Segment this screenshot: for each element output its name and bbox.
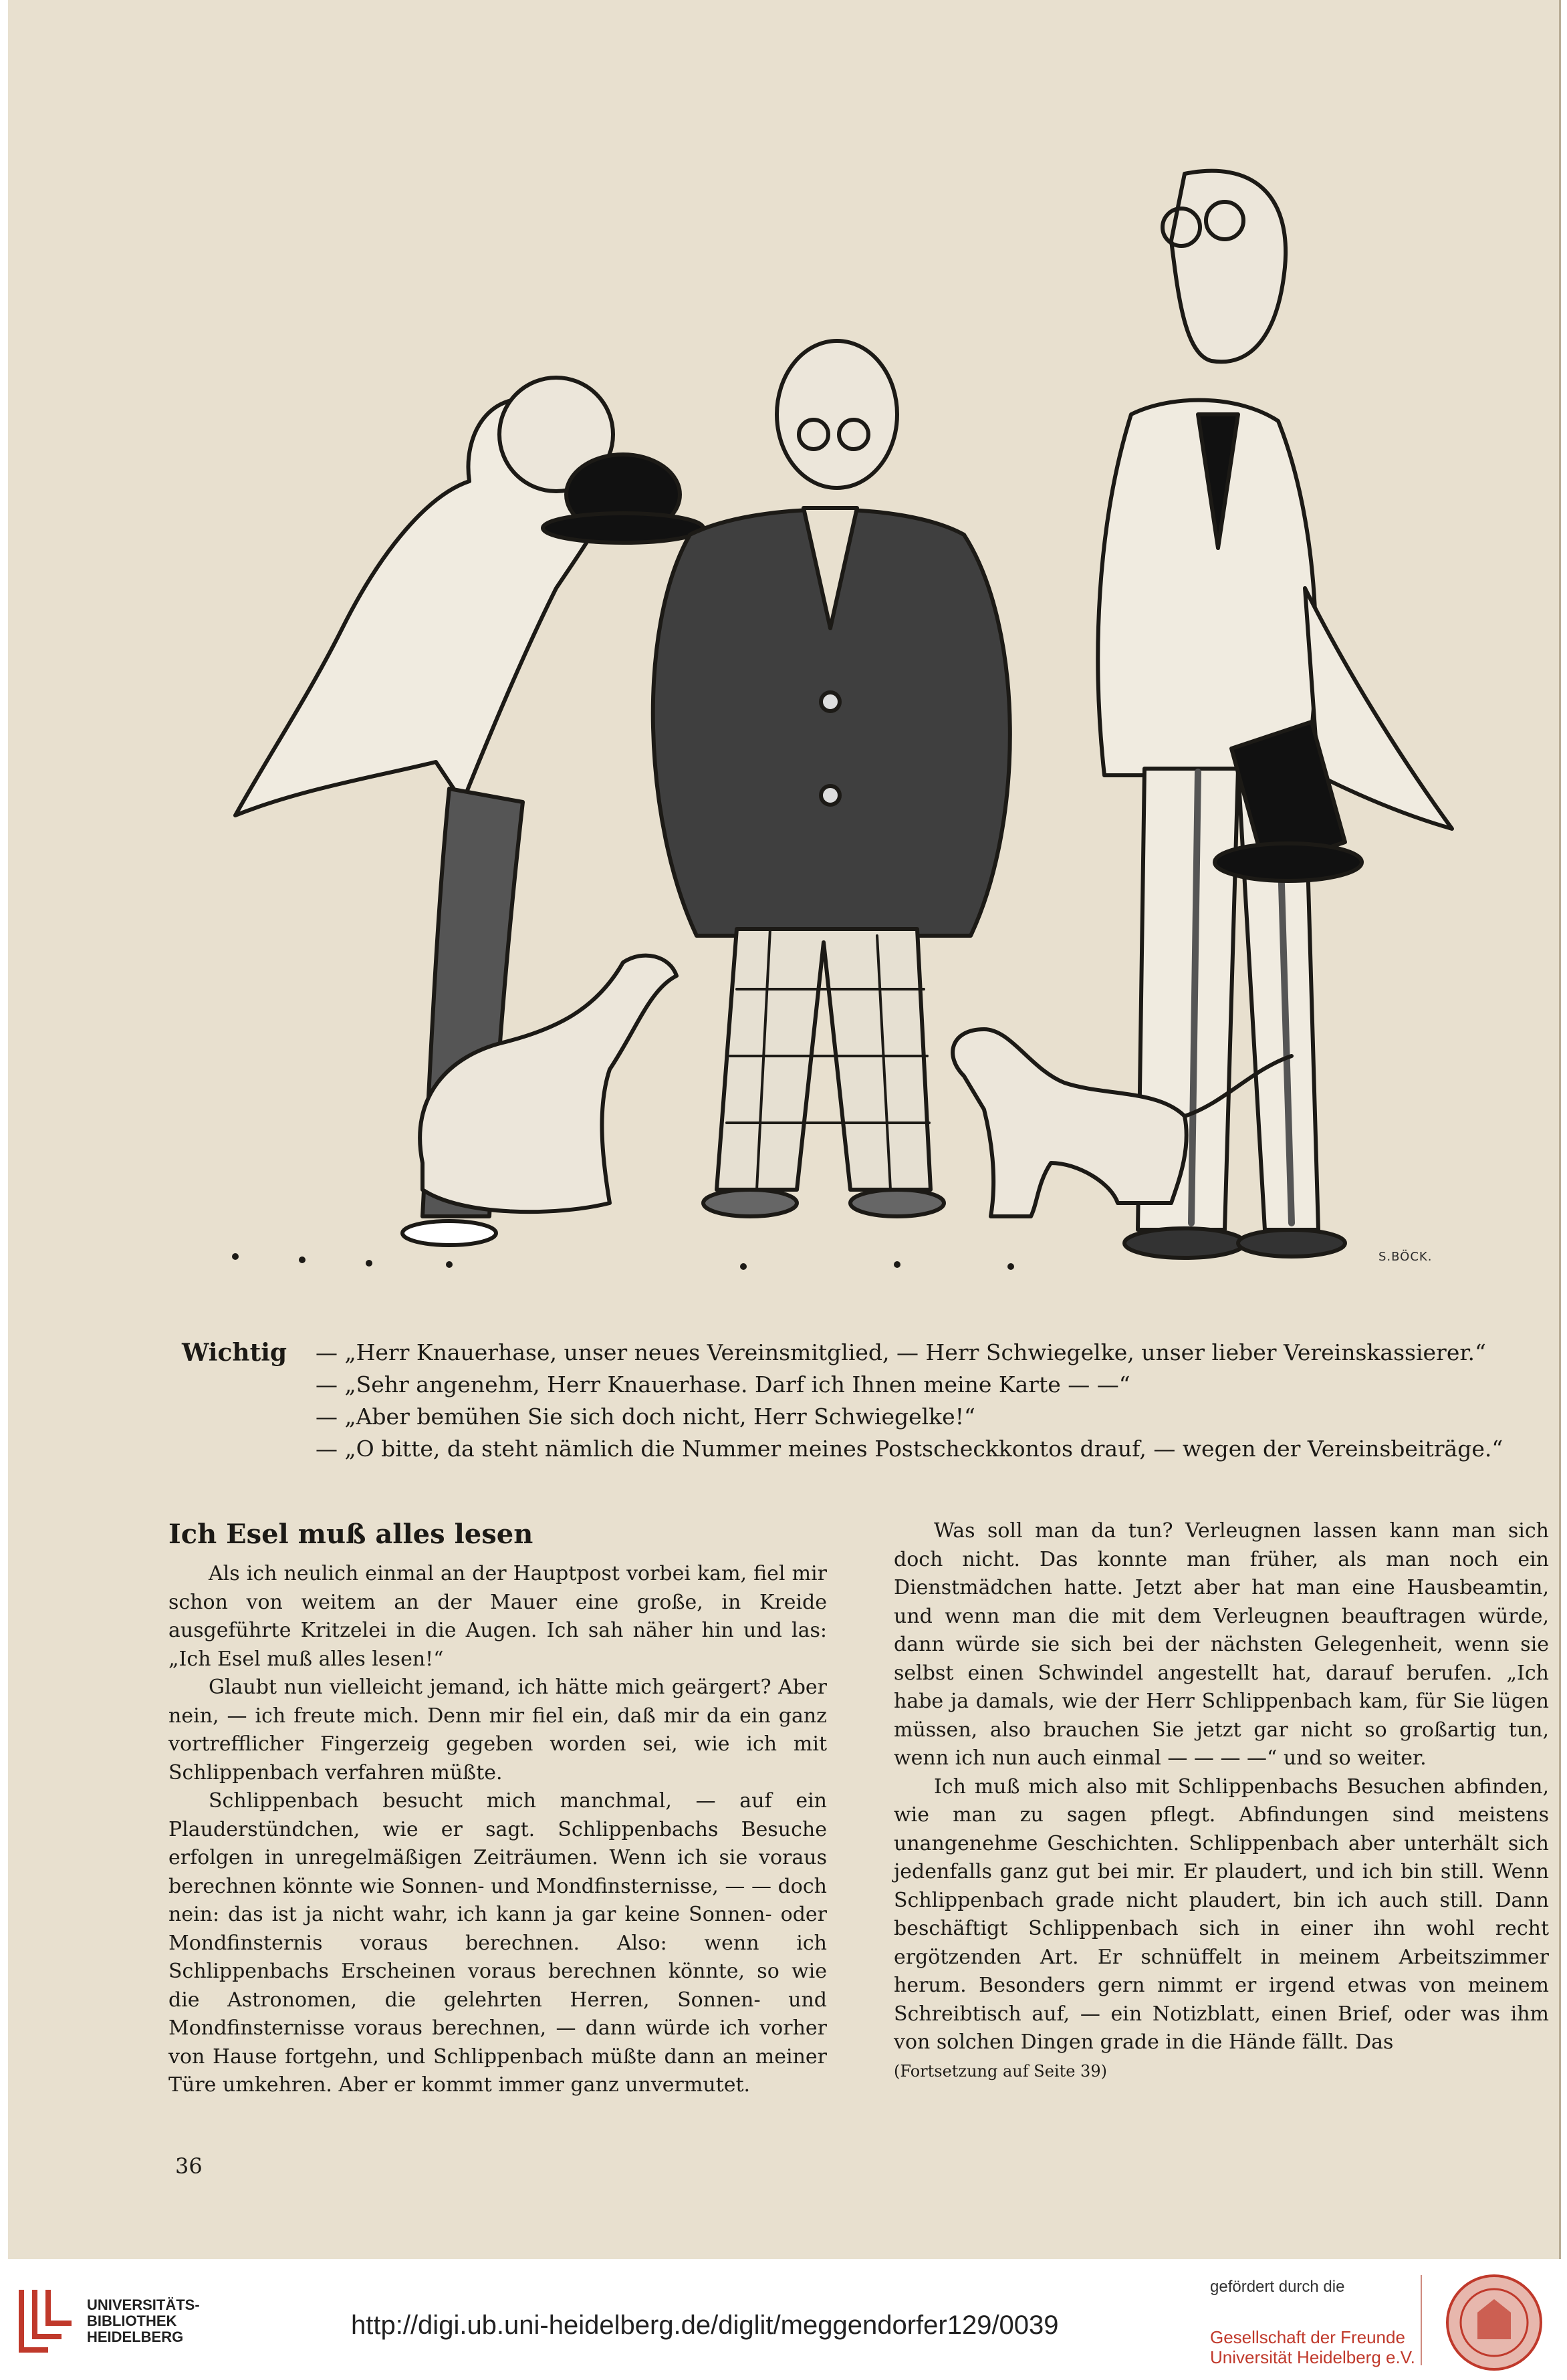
document-url-link[interactable]: http://digi.ub.uni-heidelberg.de/diglit/meggendorfer129/0039 [351, 2310, 1059, 2340]
caption-line: — „Sehr angenehm, Herr Knauerhase. Darf ich Ihnen meine Karte — —“ [316, 1371, 1130, 1398]
page-number: 36 [175, 2153, 203, 2179]
article-paragraph: Was soll man da tun? Verleugnen lassen kann man sich doch nicht. Das konnte man früher, als man noch ein Dienstmädchen hatte. Jetzt aber hat man eine Hausbeamtin, und wenn man die mit dem Verleugnen beauftragen würde, dann würde sie sich bei der nächsten Gelegenheit, wenn sie selbst einen Schwindel angestellt hat, darauf berufen. „Ich habe ja damals, wie der Herr Schlippenbach kam, für Sie lügen müssen, also brauchen Sie jetzt gar nicht so großartig tun, wenn ich nun auch einmal — — — —“ und so weiter. [894, 1519, 1549, 1770]
caption-line: — „Aber bemühen Sie sich doch nicht, Herr Schwiegelke!“ [316, 1404, 975, 1430]
article-paragraph: Als ich neulich einmal an der Hauptpost vorbei kam, fiel mir schon von weitem an der Mauer eine große, in Kreide ausgeführte Kritzelei in die Augen. Ich sah näher hin und las: „Ich Esel muß alles lesen!“ [168, 1562, 827, 1671]
caption-line: — „O bitte, da steht nämlich die Nummer meines Postscheckkontos drauf, — wegen der Vereinsbeiträge.“ [316, 1436, 1503, 1462]
article-heading: Ich Esel muß alles lesen [168, 1518, 533, 1550]
footer-bar [0, 2260, 1567, 2380]
caption-line: — „Herr Knauerhase, unser neues Vereinsmitglied, — Herr Schwiegelke, unser lieber Vereinskassierer.“ [316, 1339, 1486, 1365]
article-paragraph: Schlippenbach besucht mich manchmal, — auf ein Plauderstündchen, wie er sagt. Schlippenbachs Besuche erfolgen in unregelmäßigen Zeiträumen. Wenn ich sie voraus berechnen könnte wie Sonnen- und Mondfinsternisse, — — doch nein: das ist ja nicht wahr, ich kann ja gar keine Sonnen- oder Mondfinsternis voraus berechnen. Also: wenn ich Schlippenbachs Erscheinen voraus berechnen könnte, so wie die Astronomen, die gelehrten Herren, Sonnen- und Mondfinsternisse voraus berechnen, — dann würde ich vorher von Hause fortgehn, und Schlippenbach müßte dann an meiner Türe umkehren. Aber er kommt immer ganz unvermutet. [168, 1789, 827, 2097]
library-name-line: BIBLIOTHEK [87, 2312, 177, 2329]
dog-right [953, 1029, 1292, 1216]
article-right-column [894, 1517, 1549, 2085]
society-name-line: Gesellschaft der Freunde [1210, 2327, 1405, 2347]
library-name [87, 2297, 200, 2345]
article-paragraph: Ich muß mich also mit Schlippenbachs Besuchen abfinden, wie man zu sagen pflegt. Abfindungen sind meistens unangenehme Geschichten. Schlippenbach aber unterhält sich jedenfalls ganz gut bei mir. Er plaudert, und ich bin still. Wenn Schlippenbach grade nicht plaudert, bin ich auch still. Dann beschäftigt Schlippenbach sich in einer ihn wohl recht ergötzenden Art. Er schnüffelt in meinem Arbeitszimmer herum. Besonders gern nimmt er irgend etwas von meinem Schreibtisch auf, — ein Notizblatt, einen Brief, oder was ihm von solchen Dingen grade in die Hände fällt. Das [894, 1774, 1549, 2054]
article-paragraph: Glaubt nun vielleicht jemand, ich hätte mich geärgert? Aber nein, — ich freute mich. Denn mir fiel ein, daß mir da ein ganz vortrefflicher Fingerzeig gegeben worden sei, wie ich mit Schlippenbach verfahren müßte. [168, 1676, 827, 1784]
continuation-note: (Fortsetzung auf Seite 39) [894, 2061, 1107, 2081]
artist-signature: S.BÖCK. [1378, 1250, 1433, 1264]
society-name-line: Universität Heidelberg e.V. [1210, 2347, 1415, 2367]
funded-by-text: gefördert durch die [1210, 2278, 1345, 2296]
figure-right-man [1098, 171, 1452, 1258]
library-name-line: UNIVERSITÄTS- [87, 2296, 200, 2313]
article-left-column [168, 1517, 827, 2100]
library-name-line: HEIDELBERG [87, 2329, 184, 2345]
figure-center-man [653, 341, 1010, 1216]
footer-divider [1421, 2275, 1422, 2365]
cartoon-illustration [209, 120, 1546, 1323]
ground-dots [232, 1253, 1014, 1270]
university-seal-icon [1444, 2272, 1544, 2373]
caption-title: Wichtig [182, 1339, 287, 1367]
library-logo-icon [15, 2283, 75, 2357]
caption-dialogue [316, 1337, 1532, 1465]
magazine-page [8, 0, 1561, 2259]
society-name [1210, 2327, 1415, 2367]
